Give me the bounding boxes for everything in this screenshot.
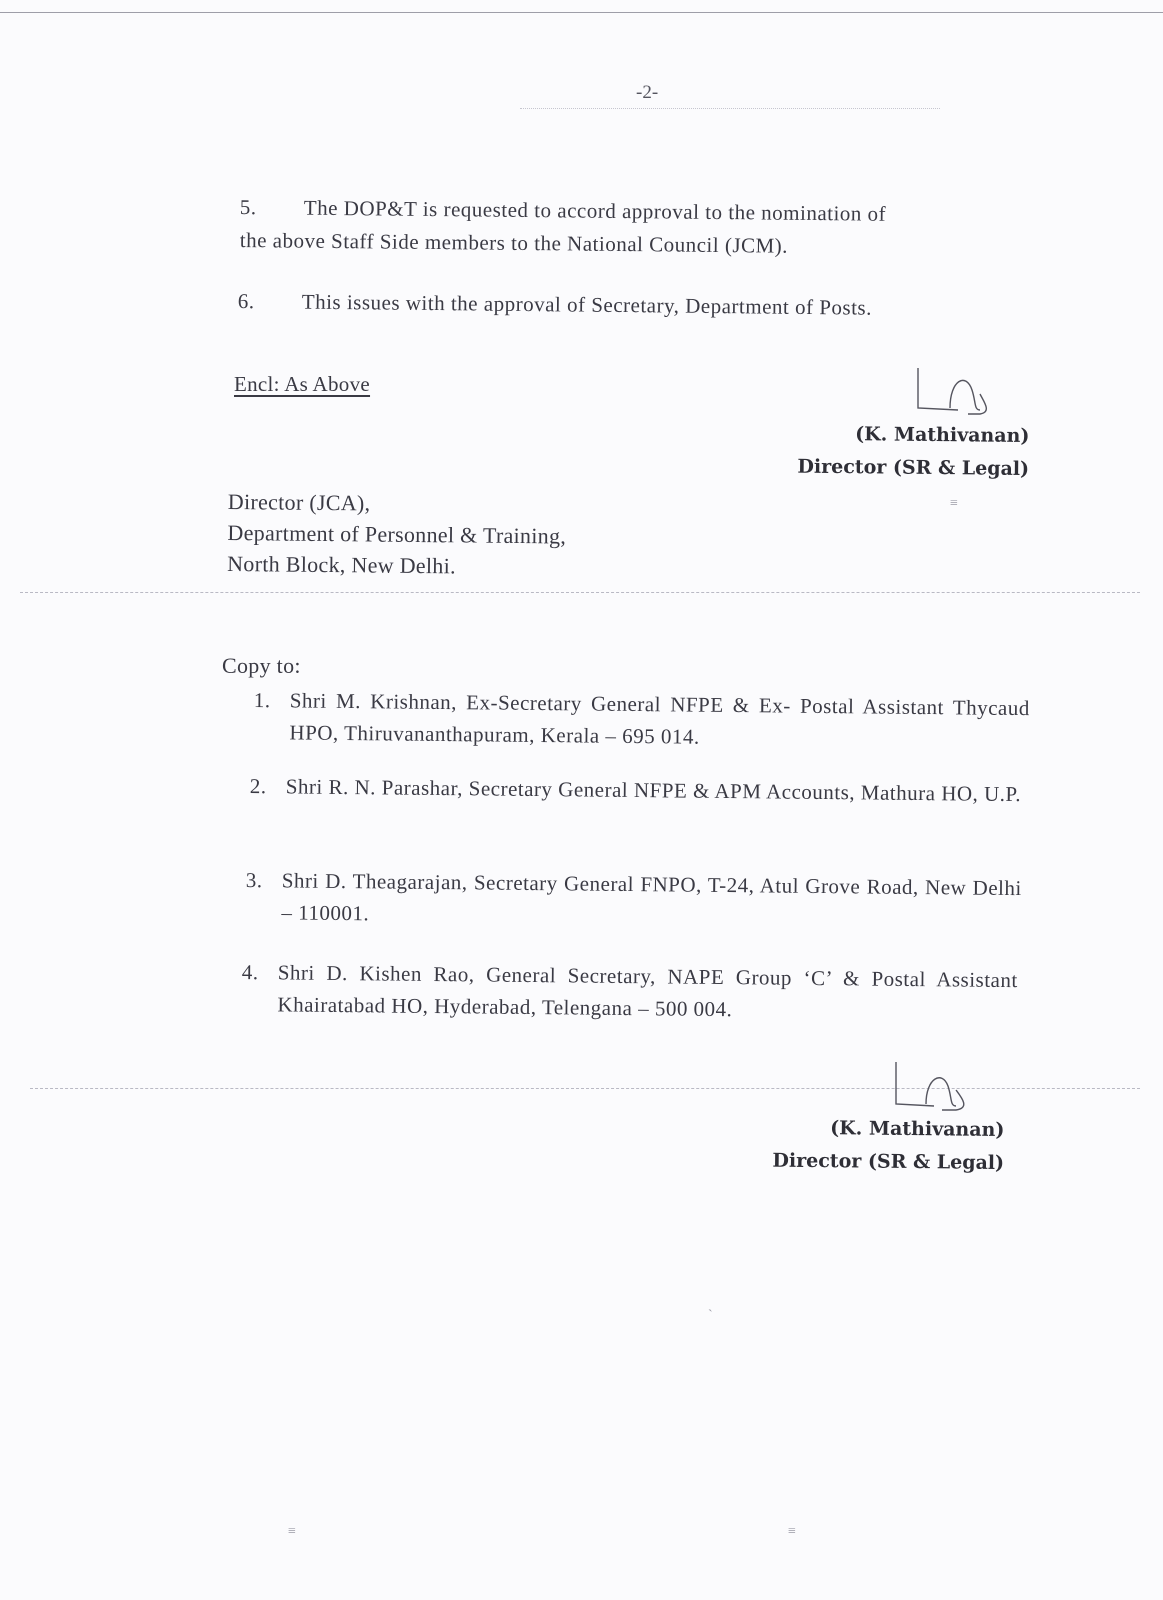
fold-line-top — [0, 12, 1163, 13]
scan-artifact: ≡ — [950, 496, 958, 511]
signatory-designation: Director (SR & Legal) — [797, 455, 1030, 480]
addressee-line: North Block, New Delhi. — [227, 550, 457, 579]
copy-item-text: Shri D. Kishen Rao, General Secretary, NAPE Group ‘C’ & Postal Assistant Khairatabad HO, Hyderabad, Telengana – 500 004. — [277, 960, 1018, 1022]
scan-artifact: ` — [708, 1308, 713, 1323]
signatory-name: (K. Mathivanan) — [830, 1117, 1005, 1141]
scan-artifact: ≡ — [288, 1524, 296, 1539]
handwritten-signature — [886, 1056, 996, 1116]
paragraph-number: 6. — [237, 288, 255, 314]
paragraph-text-line: The DOP&T is requested to accord approval to the nomination of — [303, 195, 887, 226]
addressee-line: Department of Personnel & Training, — [227, 519, 567, 549]
copy-item-number: 4. — [241, 959, 259, 985]
signatory-designation: Director (SR & Legal) — [772, 1149, 1005, 1174]
paragraph-5 — [240, 192, 887, 230]
copy-item-text: Shri M. Krishnan, Ex-Secretary General NFPE & Ex- Postal Assistant Thycaud HPO, Thiruvananthapuram, Kerala – 695 014. — [289, 688, 1030, 749]
copy-item-text: Shri D. Theagarajan, Secretary General FNPO, T-24, Atul Grove Road, New Delhi – 110001. — [281, 868, 1022, 926]
fold-line-middle — [20, 592, 1140, 593]
scan-artifact: ≡ — [788, 1524, 796, 1539]
copy-item-number: 1. — [253, 687, 271, 713]
enclosure-note: Encl: As Above — [234, 372, 371, 396]
addressee-block — [227, 486, 567, 583]
paragraph-text-line: This issues with the approval of Secretary, Department of Posts. — [301, 289, 873, 320]
fold-line-header — [520, 108, 940, 109]
copy-to-heading: Copy to: — [222, 653, 301, 678]
copy-item-number: 2. — [249, 773, 267, 799]
copy-item-number: 3. — [245, 867, 263, 893]
paragraph-number: 5. — [239, 194, 257, 220]
handwritten-signature — [910, 360, 1020, 420]
addressee-line: Director (JCA), — [227, 488, 371, 516]
paragraph-6 — [238, 286, 872, 324]
paragraph-5-continuation: the above Staff Side members to the National Council (JCM). — [239, 227, 789, 258]
copy-item-text: Shri R. N. Parashar, Secretary General NFPE & APM Accounts, Mathura HO, U.P. — [285, 774, 1022, 807]
signatory-block — [798, 418, 1030, 486]
signatory-block — [773, 1112, 1005, 1180]
signatory-name: (K. Mathivanan) — [855, 423, 1030, 447]
page-number: -2- — [636, 82, 659, 103]
